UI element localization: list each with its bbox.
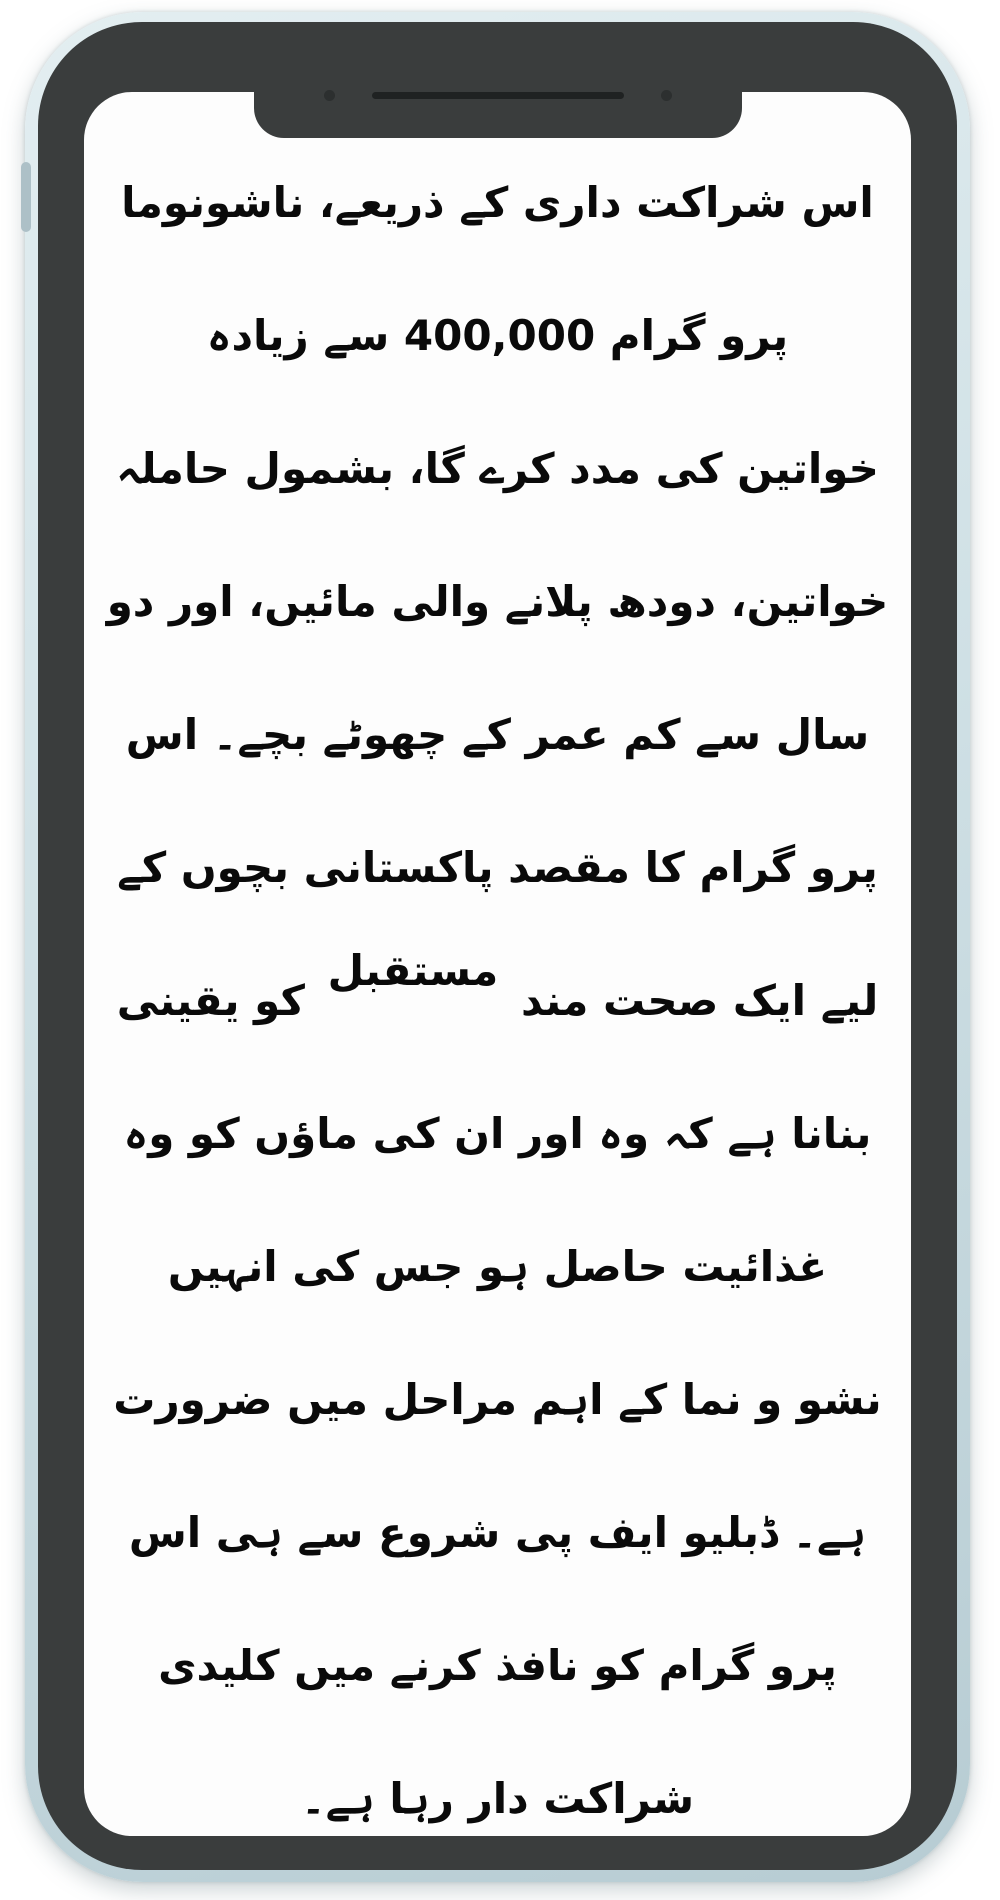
urdu-text-block [84, 136, 911, 1836]
text-line-1: اس شراکت داری کے ذریعے، ناشونوما [121, 178, 874, 227]
text-line-7 [90, 934, 905, 1067]
text-line-9: غذائیت حاصل ہو جس کی انہیں [167, 1242, 828, 1291]
raised-word: مستقبل [327, 946, 499, 995]
text-line-7-start: لیے ایک صحت مند [520, 976, 879, 1025]
text-line-5: سال سے کم عمر کے چھوٹے بچے۔ اس [125, 710, 870, 759]
text-line-7-end: کو یقینی [116, 976, 305, 1025]
text-line-4: خواتین، دودھ پلانے والی مائیں، اور دو [106, 577, 889, 626]
camera-dot-icon [324, 90, 335, 101]
sensor-dot-icon [661, 90, 672, 101]
speaker-slot-icon [372, 92, 624, 99]
volume-button [21, 162, 31, 232]
text-line-6: پرو گرام کا مقصد پاکستانی بچوں کے [117, 843, 878, 892]
text-line-3: خواتین کی مدد کرے گا، بشمول حاملہ [116, 444, 879, 493]
text-line-10: نشو و نما کے اہم مراحل میں ضرورت [113, 1375, 882, 1424]
text-line-8: بنانا ہے کہ وہ اور ان کی ماؤں کو وہ [123, 1109, 872, 1158]
text-line-2: پرو گرام 400,000 سے زیادہ [206, 311, 789, 360]
text-line-12: پرو گرام کو نافذ کرنے میں کلیدی [158, 1641, 837, 1690]
phone-body [25, 12, 970, 1882]
phone-notch [254, 62, 742, 138]
phone-screen [84, 92, 911, 1836]
text-line-13: شراکت دار رہا ہے۔ [300, 1774, 695, 1823]
text-line-11: ہے۔ ڈبلیو ایف پی شروع سے ہی اس [128, 1508, 867, 1557]
phone-bezel [38, 22, 957, 1870]
